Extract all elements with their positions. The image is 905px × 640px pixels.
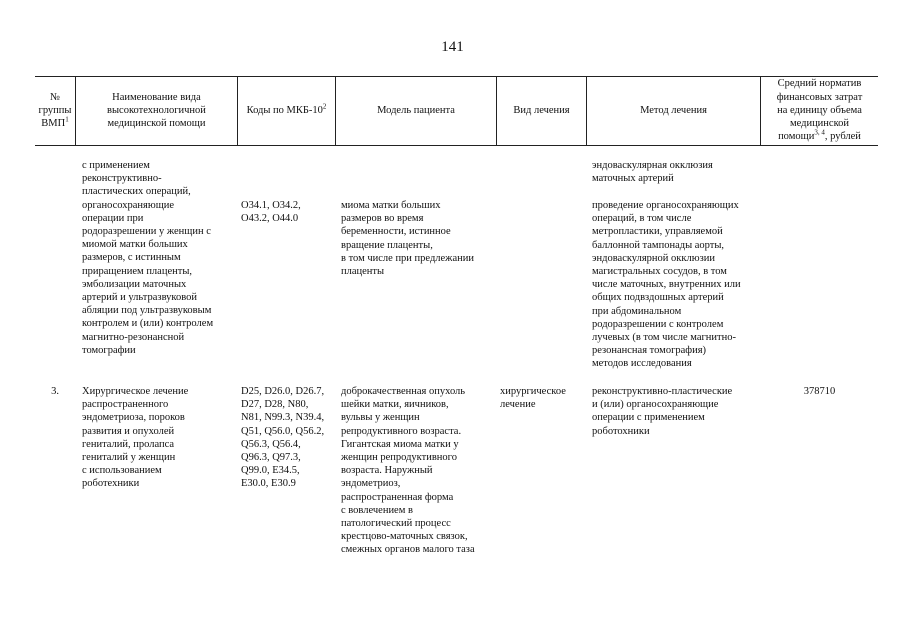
row-a-method-1: эндоваскулярная окклюзия маточных артерий [592, 160, 713, 185]
header-line: Наименование вида [112, 91, 201, 103]
header-line: Вид лечения [513, 104, 570, 116]
row-b-treatment-type: хирургическое лечение [500, 386, 566, 411]
page-number: 141 [441, 39, 464, 55]
header-line: , рублей [824, 131, 861, 143]
header-line: Метод лечения [640, 104, 707, 116]
header-line: Модель пациента [377, 104, 455, 116]
footnote-marker: 2 [322, 102, 327, 111]
header-line: высокотехнологичной [107, 104, 206, 116]
row-b-group-number: 3. [51, 386, 59, 397]
header-group-number [35, 76, 75, 145]
row-a-icd-codes: O34.1, O34.2, O43.2, O44.0 [241, 200, 301, 225]
row-a-method-2: проведение органосохраняющих операций, в том числе метропластики, управляемой баллонной тампонады аорты, эндоваскулярной окклюзии магистральных сосудов, в том числе маточных, внутренних или общих подвздошных артерий при абдоминальном родоразрешении с контролем лучевых (в том числе магнитно- резонансная томография) методов исследования [592, 200, 741, 370]
header-line: Коды по МКБ-10 [246, 104, 323, 116]
header-line: помощи [778, 131, 815, 143]
header-icd-codes [238, 76, 335, 145]
header-line: группы [38, 104, 72, 116]
header-line: на единицу объема [777, 104, 862, 116]
row-b-patient-model: доброкачественная опухоль шейки матки, яичников, вульвы у женщин репродуктивного возраста. Гигантская миома матки у женщин репродуктивного возраста. Наружный эндометриоз, распространенная форма с вовлечением в патологический процесс крестцово-маточных связок, смежных органов малого таза [341, 386, 475, 556]
header-line: медицинской [789, 118, 850, 130]
header-line: № [49, 91, 61, 103]
footnote-marker: 3, 4 [814, 128, 825, 137]
row-a-care-name: с применением реконструктивно- пластических операций, органосохраняющие операции при родоразрешении у женщин с миомой матки больших размеров, с истинным приращением плаценты, эмболизации маточных артерий и ультразвуковой абляции под ультразвуковым контролем и (или) контролем магнитно-резонансной томографии [82, 160, 214, 356]
header-average-cost [761, 76, 878, 145]
header-treatment-type [497, 76, 586, 145]
row-b-method: реконструктивно-пластические и (или) органосохраняющие операции с применением роботохники [592, 386, 733, 437]
header-bottom-rule [35, 145, 878, 146]
header-treatment-method [587, 76, 760, 145]
header-care-name [76, 76, 237, 145]
header-line: Средний норматив [777, 78, 862, 90]
row-b-average-cost: 378710 [803, 386, 836, 397]
header-line: ВМП [41, 118, 66, 130]
row-b-icd-codes: D25, D26.0, D26.7, D27, D28, N80, N81, N99.3, N39.4, Q51, Q56.0, Q56.2, Q56.3, Q56.4, Q96.3, Q97.3, Q99.0, E34.5, E30.0, E30.9 [241, 386, 325, 490]
row-b-care-name: Хирургическое лечение распространенного эндометриоза, пороков развития и опухолей гениталий, пролапса гениталий у женщин с использованием роботехники [82, 386, 189, 490]
header-patient-model [336, 76, 496, 145]
header-line: финансовых затрат [776, 91, 863, 103]
row-a-patient-model: миома матки больших размеров во время беременности, истинное вращение плаценты, в том числе при предлежании плаценты [341, 200, 474, 278]
footnote-marker: 1 [65, 115, 69, 124]
header-line: медицинской помощи [107, 118, 206, 130]
